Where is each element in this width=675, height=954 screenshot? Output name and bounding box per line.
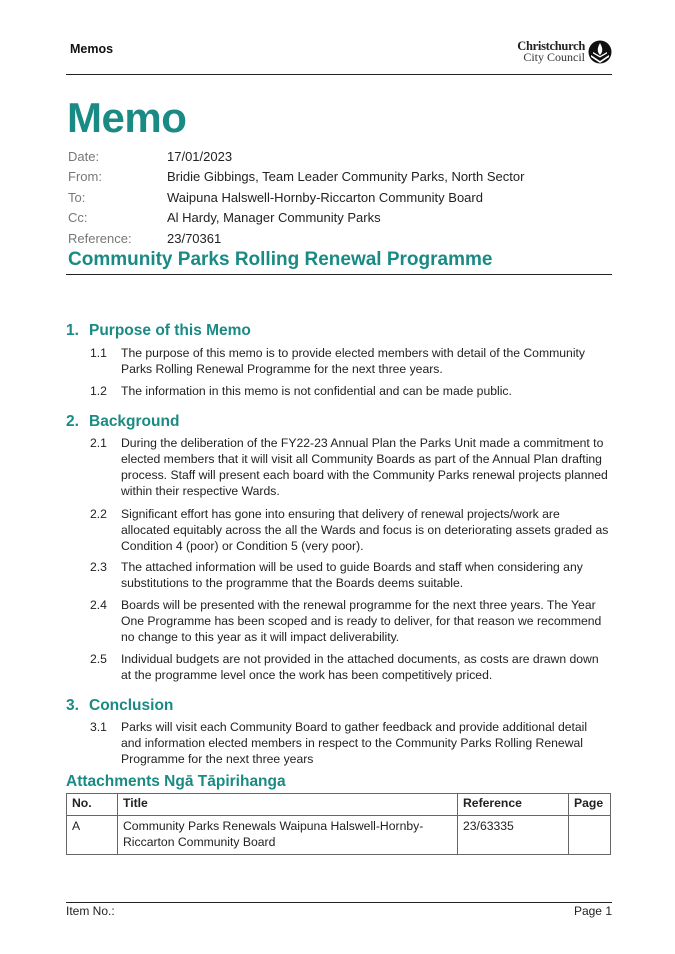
paragraph	[90, 506, 610, 554]
paragraph-text: Individual budgets are not provided in the attached documents, as costs are drawn down at the programme level once the work has been competitively priced.	[121, 652, 599, 682]
paragraph-number: 3.1	[90, 720, 107, 734]
section-heading-purpose	[66, 322, 251, 340]
logo-line2: City Council	[523, 50, 585, 64]
section-heading-background	[66, 413, 179, 431]
cell-page	[569, 816, 611, 855]
attachments-heading: Attachments Ngā Tāpirihanga	[66, 773, 286, 790]
column-header-title: Title	[118, 794, 458, 816]
meta-value: 23/70361	[167, 230, 222, 246]
meta-key: From:	[68, 169, 102, 185]
paragraph	[90, 651, 610, 683]
paragraph-number: 2.5	[90, 652, 107, 666]
meta-key: Date:	[68, 148, 100, 164]
meta-key: To:	[68, 189, 86, 205]
table-header-row	[67, 794, 611, 816]
page-header	[66, 36, 612, 75]
paragraph-number: 2.2	[90, 507, 107, 521]
meta-row-date	[68, 146, 524, 167]
meta-row-cc	[68, 208, 524, 229]
paragraph-number: 1.2	[90, 384, 107, 398]
paragraph	[90, 559, 610, 591]
section-number: 3.	[66, 697, 79, 714]
paragraph-text: Parks will visit each Community Board to gather feedback and provide additional detail and information elected members in respect to the Community Parks Rolling Renewal Programme for the next three years	[121, 720, 588, 766]
meta-value: 17/01/2023	[167, 148, 233, 164]
section-number: 2.	[66, 413, 79, 430]
column-header-page: Page	[569, 794, 611, 816]
meta-row-to	[68, 187, 524, 208]
memo-metadata	[68, 146, 524, 249]
table-row	[67, 816, 611, 855]
meta-value: Waipuna Halswell-Hornby-Riccarton Community Board	[167, 189, 483, 205]
paragraph-number: 2.1	[90, 436, 107, 450]
section-number: 1.	[66, 322, 79, 339]
paragraph	[90, 435, 610, 499]
council-emblem-icon	[588, 40, 612, 64]
paragraph-text: The attached information will be used to guide Boards and staff when considering any substitutions to the programme that the Boards deems suitable.	[121, 560, 583, 590]
section-heading-conclusion	[66, 697, 173, 715]
paragraph-text: The purpose of this memo is to provide elected members with detail of the Community Parks Rolling Renewal Programme for the next three years.	[121, 346, 586, 376]
cell-title: Community Parks Renewals Waipuna Halswell-Hornby-Riccarton Community Board	[118, 816, 458, 855]
meta-value: Al Hardy, Manager Community Parks	[167, 210, 381, 226]
footer-item-no: Item No.:	[66, 904, 115, 918]
paragraph	[90, 597, 610, 645]
paragraph-number: 2.3	[90, 560, 107, 574]
council-logo	[517, 40, 612, 64]
paragraph-number: 1.1	[90, 346, 107, 360]
header-label: Memos	[70, 42, 114, 56]
meta-row-reference	[68, 228, 524, 249]
column-header-reference: Reference	[458, 794, 569, 816]
paragraph-text: Boards will be presented with the renewal programme for the next three years. The Year One Programme has been scoped and is ready to deliver, for that reason we recommend no change to this year as it will impact deliverability.	[121, 598, 602, 644]
meta-value: Bridie Gibbings, Team Leader Community Parks, North Sector	[167, 169, 525, 185]
page-footer	[66, 902, 612, 923]
cell-no: A	[67, 816, 118, 855]
cell-reference: 23/63335	[458, 816, 569, 855]
paragraph-text: During the deliberation of the FY22-23 Annual Plan the Parks Unit made a commitment to elected members that it will visit all Community Boards as part of the Annual Plan drafting process. Staff will present each board with the Community Parks renewal projects planned within their respective Wards.	[121, 436, 608, 498]
section-title: Conclusion	[89, 697, 174, 714]
section-title: Purpose of this Memo	[89, 322, 251, 339]
meta-key: Reference:	[68, 230, 132, 246]
attachments-table	[66, 793, 611, 855]
document-title: Community Parks Rolling Renewal Programme	[68, 249, 493, 270]
meta-row-from	[68, 167, 524, 188]
column-header-no: No.	[67, 794, 118, 816]
paragraph-number: 2.4	[90, 598, 107, 612]
paragraph-text: The information in this memo is not confidential and can be made public.	[121, 384, 512, 398]
footer-page-number: Page 1	[573, 904, 612, 918]
section-title: Background	[89, 413, 180, 430]
document-title-bar	[66, 248, 612, 275]
paragraph	[90, 719, 610, 767]
paragraph	[90, 383, 610, 399]
memo-title: Memo	[67, 94, 187, 141]
paragraph-text: Significant effort has gone into ensuring that delivery of renewal projects/work are allocated equitably across the all the Wards and focus is on deteriorating assets graded as Condition 4 (poor) or Condition 5 (very poor).	[121, 507, 609, 553]
logo-line1: Christchurch	[517, 39, 585, 53]
paragraph	[90, 345, 610, 377]
meta-key: Cc:	[68, 210, 88, 226]
